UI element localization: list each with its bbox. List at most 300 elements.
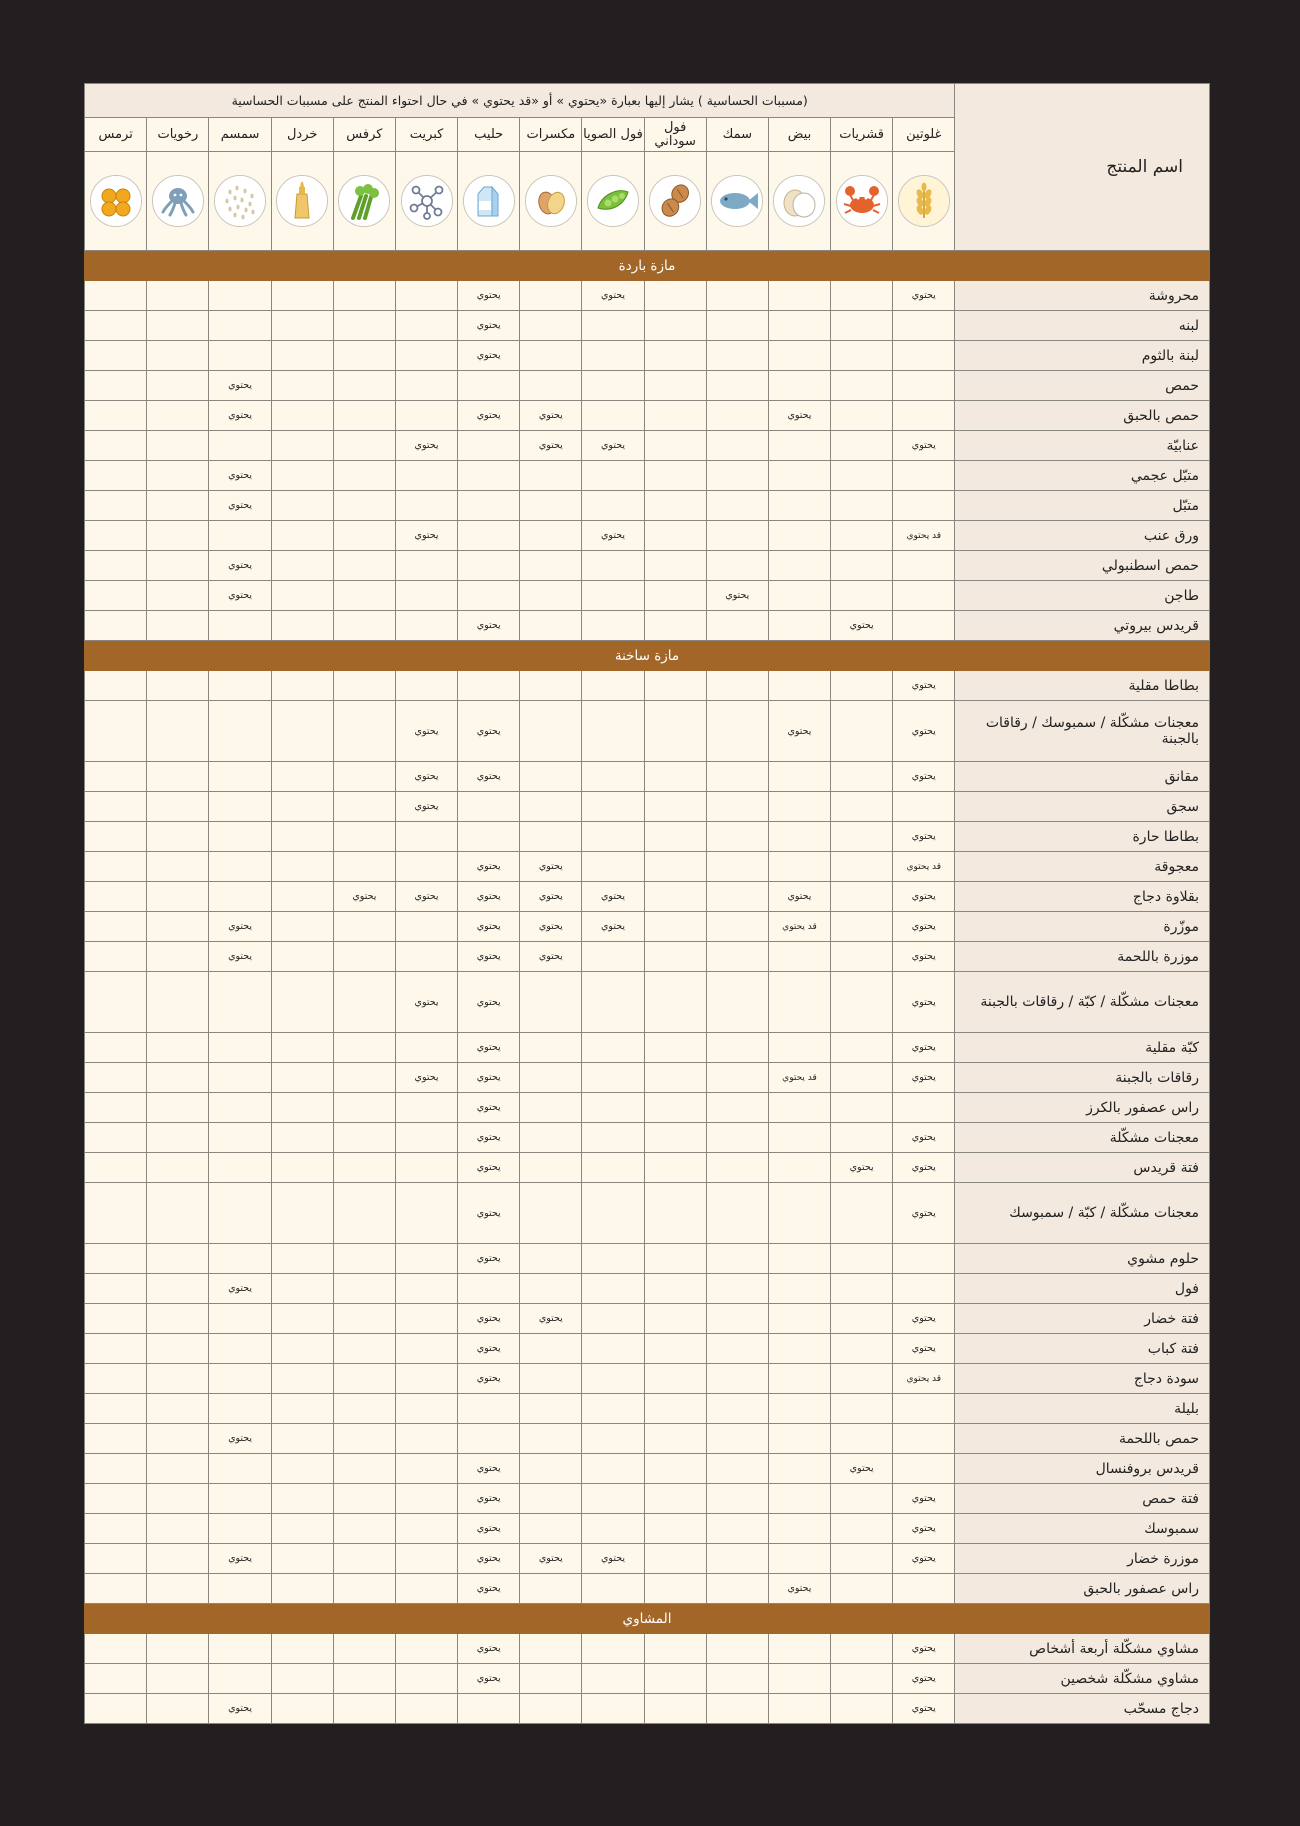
- allergen-cell: [271, 1364, 333, 1394]
- allergen-cell: [768, 1634, 830, 1664]
- allergen-cell: [706, 1063, 768, 1093]
- product-name: كبّة مقلية: [955, 1033, 1210, 1063]
- allergen-cell: [644, 1664, 706, 1694]
- allergen-cell: [333, 551, 395, 581]
- allergen-cell: [582, 341, 644, 371]
- allergen-cell: [147, 371, 209, 401]
- allergen-cell: [893, 1394, 955, 1424]
- allergen-cell: [644, 1183, 706, 1244]
- allergen-cell: [271, 431, 333, 461]
- allergen-icon-cell: [831, 152, 893, 251]
- allergen-note: (مسببات الحساسية ) يشار إليها بعبارة «يحتوي » أو «قد يحتوي » في حال احتواء المنتج على مسببات الحساسية: [85, 84, 955, 118]
- allergen-cell: [706, 1123, 768, 1153]
- allergen-cell: [706, 461, 768, 491]
- allergen-cell: يحتوي: [582, 882, 644, 912]
- allergen-cell: [831, 792, 893, 822]
- allergen-cell: يحتوي: [893, 701, 955, 762]
- allergen-cell: [85, 1274, 147, 1304]
- allergen-cell: [271, 701, 333, 762]
- allergen-cell: [271, 1394, 333, 1424]
- allergen-cell: [85, 762, 147, 792]
- allergen-cell: [271, 792, 333, 822]
- allergen-cell: [644, 1274, 706, 1304]
- allergen-cell: [582, 1454, 644, 1484]
- allergen-cell: [768, 852, 830, 882]
- product-name: رقاقات بالجبنة: [955, 1063, 1210, 1093]
- table-row: [85, 611, 1210, 641]
- allergen-cell: [520, 1394, 582, 1424]
- allergen-cell: [706, 491, 768, 521]
- allergen-cell: [271, 912, 333, 942]
- allergen-cell: [85, 1123, 147, 1153]
- allergen-cell: [395, 1694, 457, 1724]
- table-row: [85, 491, 1210, 521]
- allergen-cell: [644, 581, 706, 611]
- allergen-cell: [333, 611, 395, 641]
- allergen-icon-cell: [271, 152, 333, 251]
- allergen-cell: [831, 942, 893, 972]
- allergen-cell: [768, 822, 830, 852]
- allergen-cell: يحتوي: [458, 1544, 520, 1574]
- allergen-cell: يحتوي: [458, 281, 520, 311]
- allergen-cell: [333, 1183, 395, 1244]
- allergen-cell: [893, 371, 955, 401]
- allergen-cell: [520, 1123, 582, 1153]
- allergen-cell: يحتوي: [768, 882, 830, 912]
- table-row: [85, 1244, 1210, 1274]
- allergen-cell: [706, 281, 768, 311]
- allergen-cell: [395, 912, 457, 942]
- allergen-cell: [395, 1334, 457, 1364]
- allergen-cell: يحتوي: [582, 431, 644, 461]
- allergen-cell: يحتوي: [893, 822, 955, 852]
- allergen-cell: [333, 822, 395, 852]
- product-name: لبنة بالثوم: [955, 341, 1210, 371]
- allergen-cell: [644, 882, 706, 912]
- product-name: مقانق: [955, 762, 1210, 792]
- allergen-cell: [147, 431, 209, 461]
- allergen-cell: [85, 1093, 147, 1123]
- allergen-cell: يحتوي: [458, 912, 520, 942]
- allergen-cell: [768, 671, 830, 701]
- allergen-cell: [147, 1664, 209, 1694]
- allergen-cell: [893, 581, 955, 611]
- allergen-cell: [582, 551, 644, 581]
- allergen-cell: يحتوي: [458, 972, 520, 1033]
- allergen-cell: [768, 1093, 830, 1123]
- allergen-cell: [147, 1274, 209, 1304]
- allergen-cell: [520, 1093, 582, 1123]
- allergen-cell: [271, 1694, 333, 1724]
- allergen-cell: [520, 1694, 582, 1724]
- allergen-cell: [147, 1183, 209, 1244]
- product-name: معجنات مشكّلة / كبّة / سمبوسك: [955, 1183, 1210, 1244]
- allergen-cell: [520, 1574, 582, 1604]
- product-name: بقلاوة دجاج: [955, 882, 1210, 912]
- allergen-cell: [271, 1544, 333, 1574]
- allergen-cell: [644, 281, 706, 311]
- table-row: [85, 1304, 1210, 1334]
- allergen-cell: [85, 912, 147, 942]
- allergen-cell: يحتوي: [458, 1123, 520, 1153]
- allergen-cell: [706, 822, 768, 852]
- allergen-cell: [831, 1123, 893, 1153]
- allergen-cell: [520, 1424, 582, 1454]
- allergen-cell: [644, 1304, 706, 1334]
- allergen-cell: [768, 311, 830, 341]
- allergen-cell: [644, 401, 706, 431]
- allergen-cell: [520, 1364, 582, 1394]
- allergen-cell: [271, 371, 333, 401]
- allergen-cell: [271, 1063, 333, 1093]
- allergen-cell: يحتوي: [893, 1304, 955, 1334]
- allergen-icon-cell: [644, 152, 706, 251]
- allergen-cell: [333, 521, 395, 551]
- allergen-cell: [644, 611, 706, 641]
- allergen-cell: [147, 461, 209, 491]
- allergen-cell: [768, 431, 830, 461]
- allergen-cell: [768, 1123, 830, 1153]
- allergen-cell: يحتوي: [395, 701, 457, 762]
- allergen-cell: [644, 792, 706, 822]
- allergen-cell: [85, 1514, 147, 1544]
- allergen-cell: [706, 762, 768, 792]
- allergen-cell: [209, 1454, 271, 1484]
- allergen-cell: [271, 401, 333, 431]
- allergen-cell: [333, 1093, 395, 1123]
- allergen-cell: [395, 1394, 457, 1424]
- allergen-cell: [458, 1274, 520, 1304]
- allergen-cell: [831, 822, 893, 852]
- allergen-cell: [395, 371, 457, 401]
- allergen-cell: [644, 1454, 706, 1484]
- allergen-cell: يحتوي: [458, 341, 520, 371]
- lupin-icon: [90, 175, 142, 227]
- table-row: [85, 852, 1210, 882]
- allergen-cell: [582, 1514, 644, 1544]
- table-row: [85, 1664, 1210, 1694]
- table-row: [85, 822, 1210, 852]
- allergen-cell: [209, 1574, 271, 1604]
- allergen-cell: [768, 371, 830, 401]
- allergen-cell: [768, 491, 830, 521]
- allergen-cell: [85, 461, 147, 491]
- allergen-cell: [893, 611, 955, 641]
- allergen-icon-cell: [768, 152, 830, 251]
- allergen-cell: يحتوي: [893, 1033, 955, 1063]
- product-name: مشاوي مشكّلة أربعة أشخاص: [955, 1634, 1210, 1664]
- allergen-cell: [209, 431, 271, 461]
- allergen-cell: [893, 311, 955, 341]
- allergen-cell: يحتوي: [458, 942, 520, 972]
- allergen-cell: قد يحتوي: [768, 1063, 830, 1093]
- allergen-cell: [520, 1334, 582, 1364]
- allergen-cell: [333, 1574, 395, 1604]
- allergen-cell: [333, 912, 395, 942]
- allergen-cell: [333, 371, 395, 401]
- allergen-cell: يحتوي: [458, 1634, 520, 1664]
- allergen-cell: [85, 401, 147, 431]
- allergen-cell: [520, 581, 582, 611]
- allergen-cell: [85, 822, 147, 852]
- allergen-cell: [395, 1153, 457, 1183]
- allergen-cell: [147, 1484, 209, 1514]
- product-name: معجنات مشكّلة / سمبوسك / رقاقات بالجبنة: [955, 701, 1210, 762]
- allergen-cell: [209, 1364, 271, 1394]
- allergen-cell: يحتوي: [893, 281, 955, 311]
- allergen-cell: يحتوي: [458, 762, 520, 792]
- allergen-cell: [271, 581, 333, 611]
- allergen-cell: [209, 852, 271, 882]
- allergen-cell: [520, 311, 582, 341]
- allergen-cell: [768, 1033, 830, 1063]
- product-name: حلوم مشوي: [955, 1244, 1210, 1274]
- allergen-cell: [458, 461, 520, 491]
- product-name: سودة دجاج: [955, 1364, 1210, 1394]
- allergen-cell: [333, 701, 395, 762]
- allergen-cell: [333, 1544, 395, 1574]
- product-name: حمص باللحمة: [955, 1424, 1210, 1454]
- allergen-cell: [768, 281, 830, 311]
- allergen-cell: [395, 1123, 457, 1153]
- allergen-cell: [582, 1424, 644, 1454]
- allergen-cell: [271, 611, 333, 641]
- product-name: سجق: [955, 792, 1210, 822]
- allergen-cell: [395, 1244, 457, 1274]
- allergen-cell: [520, 1454, 582, 1484]
- allergen-cell: [209, 1484, 271, 1514]
- allergen-cell: [458, 371, 520, 401]
- allergen-cell: [582, 852, 644, 882]
- allergen-cell: [333, 1694, 395, 1724]
- allergen-cell: [147, 311, 209, 341]
- allergen-cell: [768, 341, 830, 371]
- allergen-cell: يحتوي: [582, 521, 644, 551]
- allergen-cell: يحتوي: [520, 942, 582, 972]
- allergen-cell: يحتوي: [458, 852, 520, 882]
- allergen-cell: [85, 431, 147, 461]
- allergen-cell: [706, 852, 768, 882]
- table-row: [85, 942, 1210, 972]
- allergen-cell: [85, 1033, 147, 1063]
- allergen-cell: [395, 1634, 457, 1664]
- allergen-cell: [893, 491, 955, 521]
- allergen-cell: [706, 1244, 768, 1274]
- allergen-cell: [85, 1694, 147, 1724]
- allergen-cell: [831, 1304, 893, 1334]
- allergen-cell: [395, 1033, 457, 1063]
- allergen-cell: [271, 521, 333, 551]
- allergen-cell: قد يحتوي: [768, 912, 830, 942]
- allergen-cell: [458, 792, 520, 822]
- allergen-cell: يحتوي: [893, 1634, 955, 1664]
- allergen-label: سمسم: [209, 118, 271, 152]
- allergen-cell: قد يحتوي: [893, 852, 955, 882]
- allergen-cell: [147, 792, 209, 822]
- allergen-cell: يحتوي: [582, 1544, 644, 1574]
- allergen-cell: [147, 671, 209, 701]
- allergen-cell: [209, 762, 271, 792]
- wheat-icon: [898, 175, 950, 227]
- allergen-cell: [147, 611, 209, 641]
- allergen-cell: [706, 701, 768, 762]
- allergen-cell: [333, 431, 395, 461]
- allergen-label: بيض: [768, 118, 830, 152]
- allergen-cell: [644, 1634, 706, 1664]
- allergen-cell: [831, 1574, 893, 1604]
- table-row: [85, 1033, 1210, 1063]
- table-row: [85, 1574, 1210, 1604]
- allergen-cell: [831, 1544, 893, 1574]
- allergen-cell: [768, 1244, 830, 1274]
- allergen-cell: [831, 311, 893, 341]
- allergen-cell: [706, 1304, 768, 1334]
- allergen-cell: [706, 1424, 768, 1454]
- allergen-cell: [85, 792, 147, 822]
- allergen-cell: [831, 671, 893, 701]
- allergen-cell: [644, 1334, 706, 1364]
- allergen-cell: يحتوي: [395, 762, 457, 792]
- product-name: فول: [955, 1274, 1210, 1304]
- allergen-cell: [582, 1304, 644, 1334]
- allergen-cell: [271, 1033, 333, 1063]
- allergen-cell: [768, 1424, 830, 1454]
- allergen-cell: [768, 972, 830, 1033]
- allergen-cell: يحتوي: [458, 1304, 520, 1334]
- allergen-cell: يحتوي: [893, 762, 955, 792]
- allergen-cell: [147, 1244, 209, 1274]
- allergen-cell: [831, 521, 893, 551]
- section-header: [85, 1604, 1210, 1634]
- allergen-cell: [85, 611, 147, 641]
- product-name: بطاطا مقلية: [955, 671, 1210, 701]
- allergen-cell: يحتوي: [893, 1544, 955, 1574]
- product-name: معجنات مشكّلة / كبّة / رقاقات بالجبنة: [955, 972, 1210, 1033]
- allergen-cell: [831, 1394, 893, 1424]
- allergen-cell: [85, 491, 147, 521]
- allergen-cell: [147, 1574, 209, 1604]
- product-name: حمص: [955, 371, 1210, 401]
- allergen-cell: [147, 1424, 209, 1454]
- product-name: فتة خضار: [955, 1304, 1210, 1334]
- allergen-cell: [768, 762, 830, 792]
- allergen-cell: يحتوي: [209, 461, 271, 491]
- allergen-cell: [582, 1634, 644, 1664]
- allergen-cell: [768, 1334, 830, 1364]
- allergen-cell: [831, 1033, 893, 1063]
- allergen-label: خردل: [271, 118, 333, 152]
- allergen-cell: [333, 852, 395, 882]
- allergen-cell: يحتوي: [458, 1334, 520, 1364]
- allergen-cell: [644, 762, 706, 792]
- allergen-cell: يحتوي: [458, 1033, 520, 1063]
- table-row: [85, 1514, 1210, 1544]
- allergen-cell: [893, 1093, 955, 1123]
- product-name: معجوقة: [955, 852, 1210, 882]
- allergen-cell: [706, 1394, 768, 1424]
- product-name: قريدس بيروتي: [955, 611, 1210, 641]
- allergen-cell: [831, 701, 893, 762]
- allergen-cell: [458, 581, 520, 611]
- allergen-icon-cell: [893, 152, 955, 251]
- product-name: سمبوسك: [955, 1514, 1210, 1544]
- allergen-cell: [893, 341, 955, 371]
- allergen-cell: [395, 822, 457, 852]
- allergen-cell: [706, 1033, 768, 1063]
- allergen-cell: [520, 371, 582, 401]
- allergen-icon-cell: [209, 152, 271, 251]
- allergen-cell: [85, 701, 147, 762]
- allergen-cell: قد يحتوي: [893, 521, 955, 551]
- allergen-cell: [333, 1153, 395, 1183]
- allergen-cell: [395, 611, 457, 641]
- table-row: [85, 371, 1210, 401]
- allergen-cell: [271, 762, 333, 792]
- allergen-cell: [582, 611, 644, 641]
- allergen-label: حليب: [458, 118, 520, 152]
- allergen-cell: [644, 1694, 706, 1724]
- allergen-cell: [582, 1123, 644, 1153]
- table-row: [85, 431, 1210, 461]
- allergen-cell: [271, 1574, 333, 1604]
- allergen-cell: [85, 1634, 147, 1664]
- product-name: راس عصفور بالكرز: [955, 1093, 1210, 1123]
- allergen-cell: [768, 1454, 830, 1484]
- allergen-cell: [644, 912, 706, 942]
- product-name: حمص اسطنبولي: [955, 551, 1210, 581]
- allergen-cell: [893, 1454, 955, 1484]
- allergen-cell: [85, 1304, 147, 1334]
- allergen-cell: [582, 1183, 644, 1244]
- table-row: [85, 1694, 1210, 1724]
- table-row: [85, 1454, 1210, 1484]
- allergen-cell: يحتوي: [209, 942, 271, 972]
- product-name: متبّل عجمي: [955, 461, 1210, 491]
- allergen-cell: يحتوي: [458, 1454, 520, 1484]
- allergen-cell: [706, 611, 768, 641]
- allergen-cell: [395, 1514, 457, 1544]
- allergen-cell: [85, 972, 147, 1033]
- allergen-cell: [147, 281, 209, 311]
- allergen-cell: [768, 1664, 830, 1694]
- allergen-label: رخويات: [147, 118, 209, 152]
- allergen-cell: [271, 1123, 333, 1153]
- allergen-cell: [706, 671, 768, 701]
- table-row: [85, 701, 1210, 762]
- table-row: [85, 311, 1210, 341]
- allergen-cell: [85, 1574, 147, 1604]
- allergen-cell: [768, 551, 830, 581]
- allergen-cell: [458, 1424, 520, 1454]
- allergen-cell: يحتوي: [209, 1274, 271, 1304]
- peanut-icon: [649, 175, 701, 227]
- allergen-cell: يحتوي: [458, 882, 520, 912]
- allergen-cell: [147, 882, 209, 912]
- allergen-cell: يحتوي: [893, 1694, 955, 1724]
- allergen-cell: [644, 1574, 706, 1604]
- allergen-cell: [333, 1664, 395, 1694]
- allergen-cell: [582, 1484, 644, 1514]
- allergen-cell: [395, 1424, 457, 1454]
- table-row: [85, 1424, 1210, 1454]
- allergen-cell: [644, 1093, 706, 1123]
- product-name: لبنه: [955, 311, 1210, 341]
- allergen-cell: [147, 1454, 209, 1484]
- allergen-cell: [147, 1694, 209, 1724]
- allergen-cell: [271, 1664, 333, 1694]
- allergen-cell: [768, 1183, 830, 1244]
- allergen-cell: [644, 671, 706, 701]
